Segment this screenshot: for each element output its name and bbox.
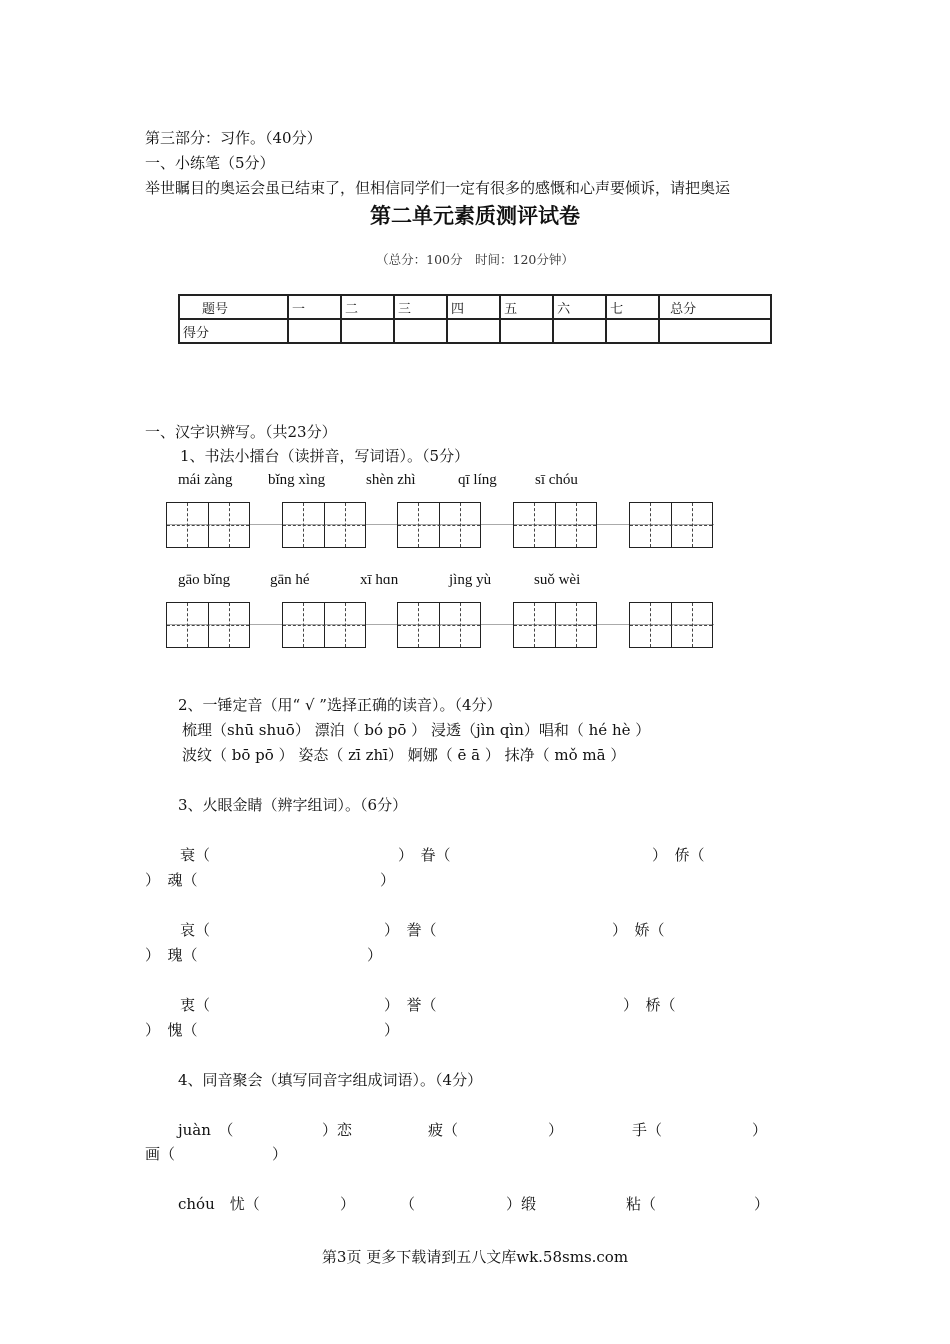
q4-item: ） (548, 1121, 564, 1139)
q4-item: chóu 忧（ (178, 1195, 260, 1213)
score-cell[interactable] (500, 319, 553, 343)
score-cell[interactable] (341, 319, 394, 343)
q4-item: juàn （ (178, 1121, 234, 1139)
q3-item: ） 愧（ (145, 1021, 198, 1039)
pinyin-prompt: sī chóu (535, 472, 578, 488)
q3-item: 哀（ (180, 921, 211, 939)
page-footer: 第3页 更多下载请到五八文库wk.58sms.com (321, 1248, 629, 1266)
score-table (178, 294, 772, 344)
q4-item: ） (272, 1145, 288, 1163)
q4-item: 手（ (632, 1121, 663, 1139)
practice-heading: 一、小练笔（5分） (145, 154, 275, 172)
pinyin-prompt: suǒ wèi (534, 572, 581, 588)
q3-item: ） (384, 1021, 400, 1039)
q3-item: ） 桥（ (623, 996, 676, 1014)
writing-grid[interactable] (166, 602, 250, 648)
q2-label: 2、一锤定音（用“ √ ”选择正确的读音）。（4分） (178, 696, 502, 714)
q2-line: 梳理（shū shuō） 漂泊（ bó pō ） 浸透（jìn qìn）唱和（ hé hè ） (182, 721, 651, 739)
q3-item: 衰（ (180, 846, 211, 864)
q3-item: ） (380, 871, 396, 889)
score-header-cell: 五 (500, 295, 553, 319)
score-header-cell: 三 (394, 295, 447, 319)
pinyin-prompt: xī hɑn (360, 572, 399, 588)
part3-heading: 第三部分：习作。（40分） (145, 129, 322, 147)
q1-label: 1、书法小擂台（读拼音，写词语）。（5分） (180, 447, 470, 465)
score-table-header-row (179, 295, 771, 319)
score-cell[interactable] (606, 319, 659, 343)
score-header-cell: 一 (288, 295, 341, 319)
writing-grid[interactable] (282, 502, 366, 548)
q3-item: 衷（ (180, 996, 211, 1014)
q4-item: ）恋 (322, 1121, 353, 1139)
score-header-cell: 二 (341, 295, 394, 319)
section1-heading: 一、汉字识辨写。（共23分） (145, 423, 337, 441)
writing-grid[interactable] (513, 602, 597, 648)
page-title: 第二单元素质测评试卷 (370, 204, 580, 228)
practice-prompt: 举世瞩目的奥运会虽已结束了，但相信同学们一定有很多的感慨和心声要倾诉，请把奥运 (145, 179, 731, 197)
score-header-cell: 题号 (179, 295, 288, 319)
pinyin-prompt: jìng yù (449, 572, 492, 588)
q3-item: ） 眷（ (398, 846, 451, 864)
q3-item: ） 娇（ (612, 921, 665, 939)
writing-grid[interactable] (282, 602, 366, 648)
q3-item: ） 侨（ (652, 846, 705, 864)
q3-item: ） 誉（ (384, 996, 437, 1014)
pinyin-prompt: qī líng (458, 472, 497, 488)
score-cell[interactable] (394, 319, 447, 343)
q3-item: ） 誊（ (384, 921, 437, 939)
score-cell[interactable] (659, 319, 771, 343)
writing-grid[interactable] (166, 502, 250, 548)
q4-item: ） (752, 1121, 768, 1139)
q2-line: 波纹（ bō pō ） 姿态（ zī zhī） 婀娜（ ē ā ） 抹净（ mǒ mā ） (182, 746, 626, 764)
writing-grid[interactable] (629, 602, 713, 648)
score-cell[interactable] (288, 319, 341, 343)
q4-item: ） (340, 1195, 356, 1213)
score-header-cell: 四 (447, 295, 500, 319)
q3-item: ） (367, 946, 383, 964)
page-subtitle: （总分：100分 时间：120分钟） (376, 252, 574, 267)
score-cell[interactable] (447, 319, 500, 343)
q4-label: 4、同音聚会（填写同音字组成词语）。（4分） (178, 1071, 483, 1089)
q4-item: （ (400, 1195, 416, 1213)
score-header-cell: 总分 (659, 295, 771, 319)
score-header-cell: 七 (606, 295, 659, 319)
score-table-score-row (179, 319, 771, 343)
q4-item: 疲（ (428, 1121, 459, 1139)
q3-item: ） 瑰（ (145, 946, 198, 964)
pinyin-prompt: gāo bǐng (178, 572, 231, 588)
q4-item: 粘（ (626, 1195, 657, 1213)
q3-label: 3、火眼金睛（辨字组词）。（6分） (178, 796, 408, 814)
pinyin-prompt: bǐng xìng (268, 472, 326, 488)
score-header-cell: 六 (553, 295, 606, 319)
pinyin-prompt: mái zàng (178, 472, 233, 488)
writing-grid[interactable] (397, 502, 481, 548)
pinyin-prompt: shèn zhì (366, 472, 416, 488)
writing-grid[interactable] (513, 502, 597, 548)
score-row-label: 得分 (179, 319, 288, 343)
writing-grid[interactable] (629, 502, 713, 548)
pinyin-prompt: gān hé (270, 572, 310, 588)
q4-item: 画（ (145, 1145, 176, 1163)
score-cell[interactable] (553, 319, 606, 343)
q4-item: ）缎 (506, 1195, 537, 1213)
writing-grid[interactable] (397, 602, 481, 648)
q4-item: ） (754, 1195, 770, 1213)
q3-item: ） 魂（ (145, 871, 198, 889)
